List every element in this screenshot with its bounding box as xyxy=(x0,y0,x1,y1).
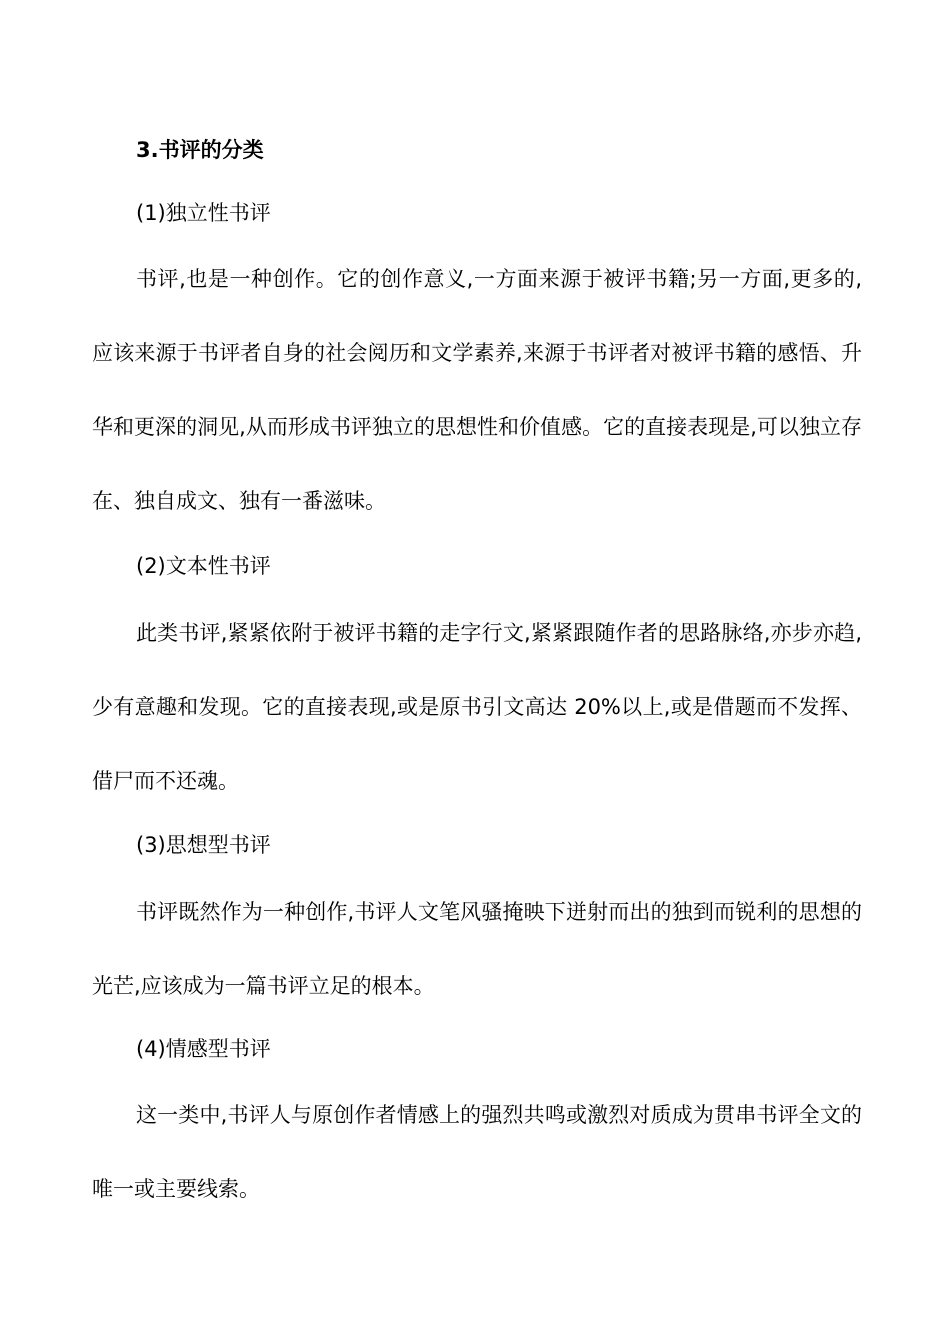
subheading-emotional-review: (4)情感型书评 xyxy=(136,1037,271,1061)
subheading-textual-review: (2)文本性书评 xyxy=(136,554,271,578)
paragraph-thought-review: 书评既然作为一种创作,书评人文笔风骚掩映下迸射而出的独到而锐利的思想的光芒,应该成为一篇书评立足的根本。 xyxy=(92,900,862,998)
paragraph-textual-review: 此类书评,紧紧依附于被评书籍的走字行文,紧紧跟随作者的思路脉络,亦步亦趋,少有意趣和发现。它的直接表现,或是原书引文高达 20%以上,或是借题而不发挥、借尸而不还魂。 xyxy=(92,621,862,793)
subheading-independent-review: (1)独立性书评 xyxy=(136,201,271,225)
section-title: 3.书评的分类 xyxy=(136,138,264,162)
paragraph-emotional-review: 这一类中,书评人与原创作者情感上的强烈共鸣或激烈对质成为贯串书评全文的唯一或主要线索。 xyxy=(92,1103,862,1201)
subheading-thought-review: (3)思想型书评 xyxy=(136,833,271,857)
paragraph-independent-review: 书评,也是一种创作。它的创作意义,一方面来源于被评书籍;另一方面,更多的,应该来源于书评者自身的社会阅历和文学素养,来源于书评者对被评书籍的感悟、升华和更深的洞见,从而形成书评独立的思想性和价值感。它的直接表现是,可以独立存在、独自成文、独有一番滋味。 xyxy=(92,267,862,513)
